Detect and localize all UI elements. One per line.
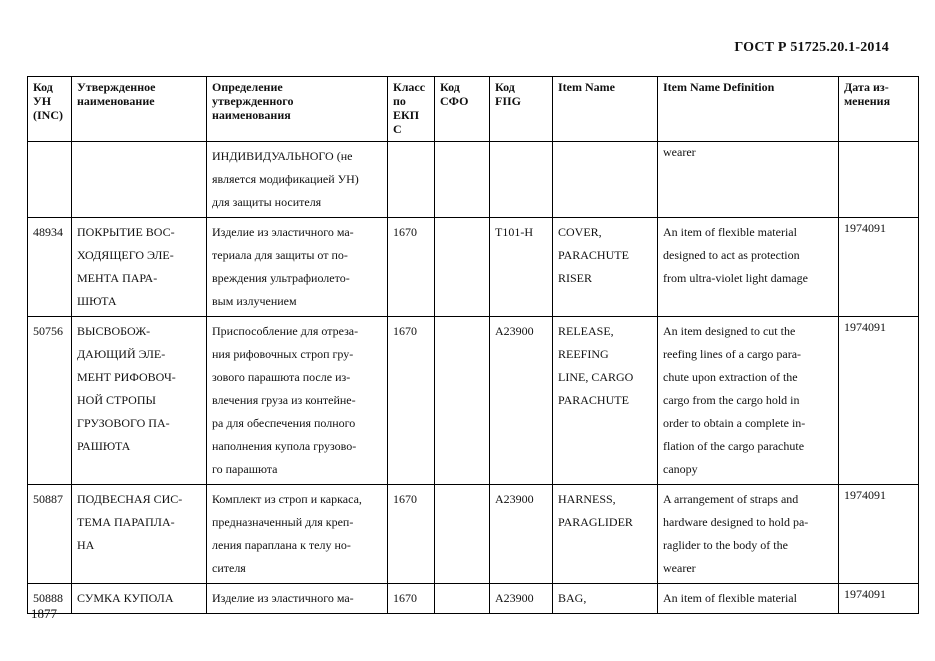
cell-item-definition: An item of flexible material bbox=[658, 584, 839, 614]
cell-item-name: COVER, PARACHUTE RISER bbox=[553, 218, 658, 317]
page-number: 1877 bbox=[31, 606, 57, 621]
catalog-table bbox=[27, 76, 919, 614]
header-item-definition: Item Name Definition bbox=[658, 77, 839, 142]
cell-item-definition: An item designed to cut the reefing lines of a cargo para- chute upon extraction of the cargo from the cargo hold in order to obtain a complete in- flation of the cargo parachute canopy bbox=[658, 317, 839, 485]
cell-fiig: A23900 bbox=[490, 584, 553, 614]
cell-fiig bbox=[490, 142, 553, 218]
cell-sfo bbox=[435, 218, 490, 317]
cell-item-definition: A arrangement of straps and hardware designed to hold pa- raglider to the body of the wearer bbox=[658, 485, 839, 584]
cell-name: СУМКА КУПОЛА bbox=[72, 584, 207, 614]
header-approved-name: Утвержденное наименование bbox=[72, 77, 207, 142]
cell-sfo bbox=[435, 142, 490, 218]
cell-name: ПОДВЕСНАЯ СИС- ТЕМА ПАРАПЛА- НА bbox=[72, 485, 207, 584]
cell-fiig: A23900 bbox=[490, 485, 553, 584]
cell-sfo bbox=[435, 485, 490, 584]
cell-item-name bbox=[553, 142, 658, 218]
cell-item-definition: wearer bbox=[658, 142, 839, 218]
cell-definition: Изделие из эластичного ма- bbox=[207, 584, 388, 614]
cell-fiig: T101-H bbox=[490, 218, 553, 317]
cell-name bbox=[72, 142, 207, 218]
cell-item-name: BAG, bbox=[553, 584, 658, 614]
cell-date bbox=[839, 142, 919, 218]
cell-definition: Комплект из строп и каркаса, предназначенный для креп- ления параплана к телу но- сителя bbox=[207, 485, 388, 584]
cell-inc: 50887 bbox=[28, 485, 72, 584]
cell-name: ПОКРЫТИЕ ВОС- ХОДЯЩЕГО ЭЛЕ- МЕНТА ПАРА- ШЮТА bbox=[72, 218, 207, 317]
table-row bbox=[28, 317, 919, 485]
cell-inc: 48934 bbox=[28, 218, 72, 317]
cell-class: 1670 bbox=[388, 485, 435, 584]
header-sfo: Код СФО bbox=[435, 77, 490, 142]
cell-item-name: HARNESS, PARAGLIDER bbox=[553, 485, 658, 584]
document-standard-code: ГОСТ Р 51725.20.1-2014 bbox=[734, 40, 889, 55]
cell-date: 1974091 bbox=[839, 317, 919, 485]
cell-fiig: A23900 bbox=[490, 317, 553, 485]
cell-date: 1974091 bbox=[839, 584, 919, 614]
cell-definition: ИНДИВИДУАЛЬНОГО (не является модификацией УН) для защиты носителя bbox=[207, 142, 388, 218]
cell-class: 1670 bbox=[388, 584, 435, 614]
cell-name: ВЫСВОБОЖ- ДАЮЩИЙ ЭЛЕ- МЕНТ РИФОВОЧ- НОЙ СТРОПЫ ГРУЗОВОГО ПА- РАШЮТА bbox=[72, 317, 207, 485]
table-row bbox=[28, 142, 919, 218]
header-change-date: Дата из- менения bbox=[839, 77, 919, 142]
cell-definition: Изделие из эластичного ма- териала для защиты от по- вреждения ультрафиолето- вым излучением bbox=[207, 218, 388, 317]
header-definition: Определение утвержденного наименования bbox=[207, 77, 388, 142]
cell-date: 1974091 bbox=[839, 485, 919, 584]
header-inc: Код УН (INC) bbox=[28, 77, 72, 142]
cell-class: 1670 bbox=[388, 218, 435, 317]
cell-sfo bbox=[435, 584, 490, 614]
cell-inc bbox=[28, 142, 72, 218]
cell-inc: 50888 bbox=[28, 584, 72, 614]
table-row bbox=[28, 485, 919, 584]
header-fiig: Код FIIG bbox=[490, 77, 553, 142]
header-item-name: Item Name bbox=[553, 77, 658, 142]
cell-item-definition: An item of flexible material designed to act as protection from ultra-violet light damage bbox=[658, 218, 839, 317]
table-row bbox=[28, 218, 919, 317]
cell-item-name: RELEASE, REEFING LINE, CARGO PARACHUTE bbox=[553, 317, 658, 485]
header-class: Класс по ЕКП С bbox=[388, 77, 435, 142]
cell-inc: 50756 bbox=[28, 317, 72, 485]
cell-definition: Приспособление для отреза- ния рифовочных строп гру- зового парашюта после из- влечения груза из контейне- ра для обеспечения полного наполнения купола грузово- го парашюта bbox=[207, 317, 388, 485]
cell-sfo bbox=[435, 317, 490, 485]
cell-date: 1974091 bbox=[839, 218, 919, 317]
cell-class bbox=[388, 142, 435, 218]
table-row bbox=[28, 584, 919, 614]
cell-class: 1670 bbox=[388, 317, 435, 485]
table-header-row bbox=[28, 77, 919, 142]
